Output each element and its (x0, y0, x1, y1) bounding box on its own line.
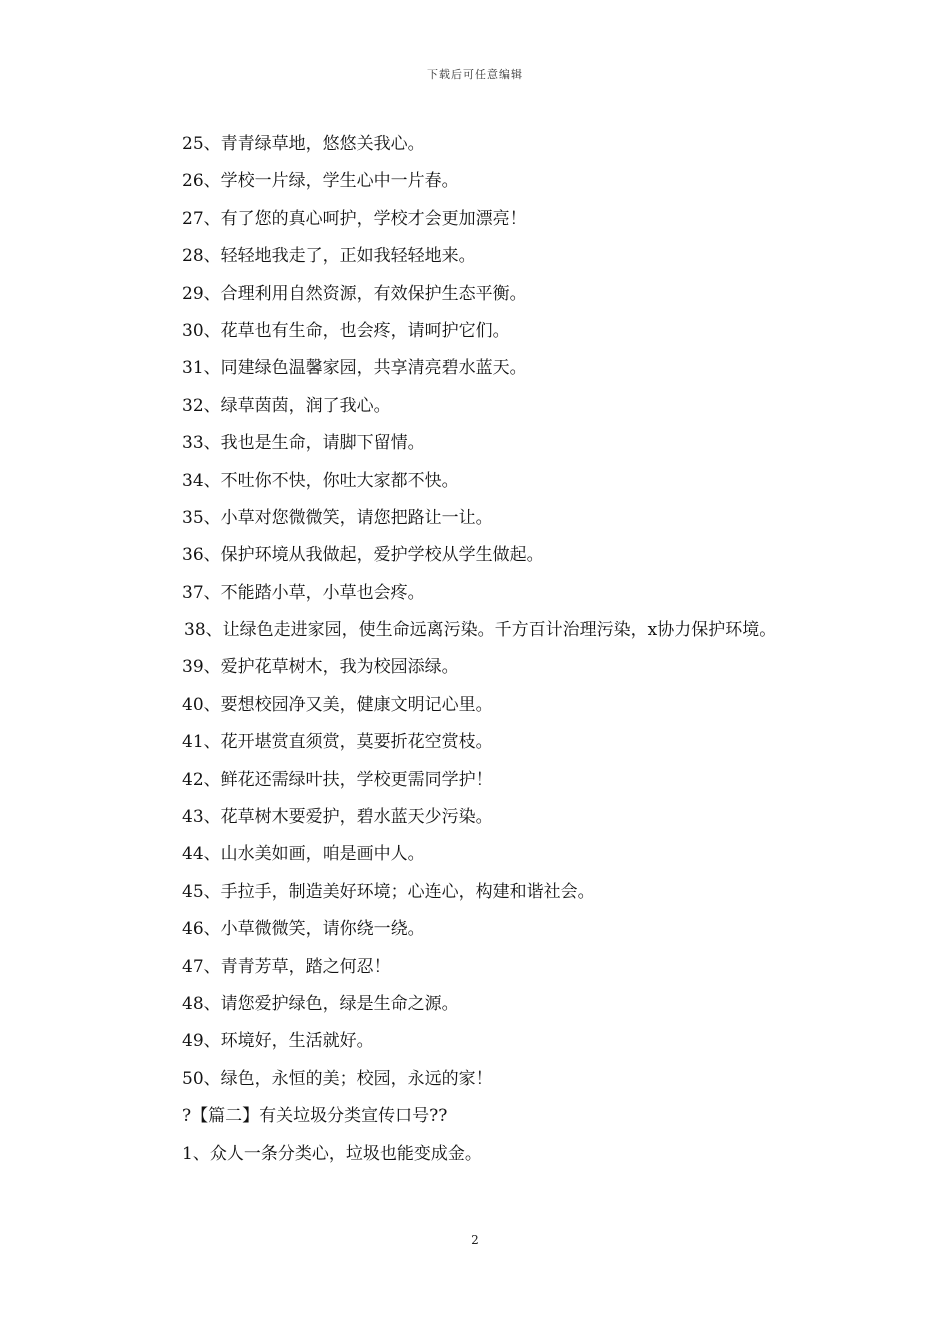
document-body (144, 126, 814, 1173)
slogan-line: 48、请您爱护绿色，绿是生命之源。 (182, 994, 459, 1014)
slogan-line: 40、要想校园净又美，健康文明记心里。 (182, 694, 493, 715)
slogan-line: 31、同建绿色温馨家园，共享清亮碧水蓝天。 (182, 358, 527, 379)
slogan-line: 26、学校一片绿，学生心中一片春。 (182, 171, 459, 192)
slogan-line: 37、不能踏小草，小草也会疼。 (182, 582, 425, 603)
slogan-line: 35、小草对您微微笑，请您把路让一让。 (182, 507, 493, 528)
slogan-line: 42、鲜花还需绿叶扶，学校更需同学护！ (182, 769, 493, 790)
slogan-line: 43、花草树木要爱护，碧水蓝天少污染。 (182, 807, 493, 828)
slogan-line: 1、众人一条分类心，垃圾也能变成金。 (182, 1143, 482, 1164)
slogan-line: 28、轻轻地我走了，正如我轻轻地来。 (182, 246, 476, 267)
slogan-line: 32、绿草茵茵，润了我心。 (182, 395, 391, 416)
slogan-line: 34、不吐你不快，你吐大家都不快。 (182, 470, 459, 491)
slogan-line: 29、合理利用自然资源，有效保护生态平衡。 (182, 283, 527, 304)
slogan-line: 41、花开堪赏直须赏，莫要折花空赏枝。 (182, 732, 493, 753)
slogan-line: 30、花草也有生命，也会疼，请呵护它们。 (182, 320, 510, 341)
slogan-line-wrapped: 38、让绿色走进家园，使生命远离污染。千方百计治理污染，x协力保护环境。 (184, 620, 777, 641)
slogan-line: 46、小草微微笑，请你绕一绕。 (182, 919, 425, 940)
slogan-line: 36、保护环境从我做起，爱护学校从学生做起。 (182, 545, 544, 566)
slogan-line: 44、山水美如画，咱是画中人。 (182, 844, 425, 865)
page-number: 2 (471, 1233, 479, 1247)
slogan-line: 45、手拉手，制造美好环境；心连心，构建和谐社会。 (182, 881, 595, 902)
slogan-line: 49、环境好，生活就好。 (182, 1031, 374, 1052)
slogan-line: 33、我也是生命，请脚下留情。 (182, 433, 425, 454)
section-heading: ?【篇二】有关垃圾分类宣传口号?? (182, 1106, 448, 1127)
slogan-line: 39、爱护花草树木，我为校园添绿。 (182, 657, 459, 678)
page-header: 下载后可任意编辑 (427, 68, 523, 81)
slogan-line: 47、青青芳草，踏之何忍！ (182, 956, 391, 977)
slogan-line: 50、绿色，永恒的美；校园，永远的家！ (182, 1068, 493, 1089)
slogan-line: 27、有了您的真心呵护，学校才会更加漂亮！ (182, 208, 527, 229)
slogan-line: 25、青青绿草地，悠悠关我心。 (182, 134, 425, 154)
